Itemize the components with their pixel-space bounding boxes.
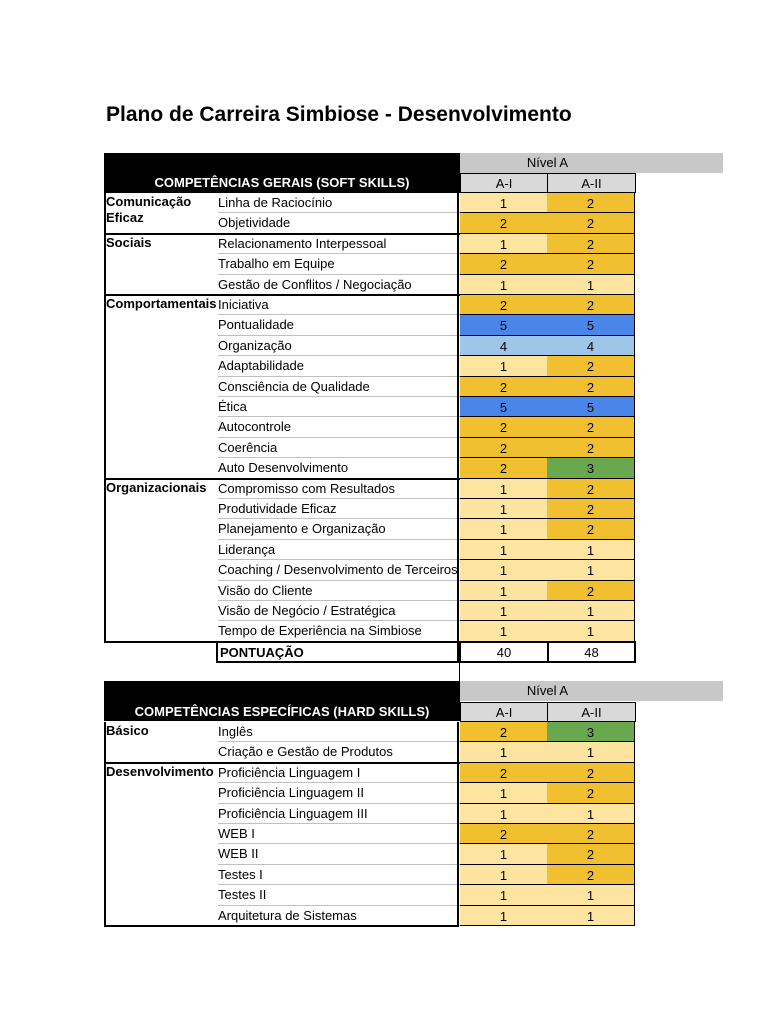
skill-name: Criação e Gestão de Produtos: [218, 742, 460, 762]
category-label: Comportamentais: [106, 296, 217, 311]
score-cell-a2: 1: [547, 906, 635, 926]
score-cell-a2: 2: [547, 234, 635, 254]
category-label: Comunicação Eficaz: [106, 194, 192, 225]
hard-col-a2: A-II: [547, 702, 636, 722]
skill-name: Coerência: [218, 438, 460, 458]
hard-heading: COMPETÊNCIAS ESPECÍFICAS (HARD SKILLS): [134, 704, 430, 719]
skill-name: Organização: [218, 336, 460, 356]
hard-col-a1: A-I: [460, 702, 548, 722]
score-cell-a1: 1: [460, 540, 548, 560]
score-cell-a1: 1: [460, 479, 548, 499]
score-a1: 40: [459, 641, 549, 663]
skill-name: Linha de Raciocínio: [218, 193, 460, 213]
score-cell-a1: 1: [460, 193, 548, 213]
score-cell-a1: 2: [460, 295, 548, 315]
score-cell-a2: 1: [547, 560, 635, 580]
score-cell-a1: 1: [460, 906, 548, 926]
skill-name: Arquitetura de Sistemas: [218, 906, 460, 926]
score-cell-a1: 2: [460, 213, 548, 233]
category-label: Desenvolvimento: [106, 763, 214, 779]
skill-name: Iniciativa: [218, 295, 460, 315]
skill-name: Proficiência Linguagem II: [218, 783, 460, 803]
hard-frame: [104, 722, 459, 927]
score-cell-a1: 1: [460, 519, 548, 539]
score-cell-a2: 2: [547, 763, 635, 783]
score-cell-a1: 1: [460, 783, 548, 803]
hard-level-label: Nível A: [526, 683, 569, 698]
score-cell-a2: 2: [547, 844, 635, 864]
score-cell-a2: 2: [547, 499, 635, 519]
score-cell-a2: 1: [547, 885, 635, 905]
skill-name: WEB I: [218, 824, 460, 844]
score-cell-a2: 2: [547, 479, 635, 499]
soft-col-a2: A-II: [547, 173, 636, 193]
score-cell-a2: 2: [547, 356, 635, 376]
skill-name: Objetividade: [218, 213, 460, 233]
score-cell-a2: 4: [547, 336, 635, 356]
score-cell-a2: 3: [547, 722, 635, 742]
score-a2: 48: [547, 641, 636, 663]
score-cell-a1: 1: [460, 499, 548, 519]
score-cell-a2: 1: [547, 621, 635, 641]
score-cell-a2: 2: [547, 438, 635, 458]
soft-divider-line: [459, 663, 460, 683]
score-cell-a1: 2: [460, 722, 548, 742]
score-cell-a1: 5: [460, 315, 548, 335]
score-cell-a1: 2: [460, 458, 548, 478]
skill-name: Auto Desenvolvimento: [218, 458, 460, 478]
soft-col-a1: A-I: [460, 173, 548, 193]
skill-name: Adaptabilidade: [218, 356, 460, 376]
soft-heading: COMPETÊNCIAS GERAIS (SOFT SKILLS): [154, 175, 410, 190]
score-cell-a2: 2: [547, 581, 635, 601]
skill-name: Consciência de Qualidade: [218, 377, 460, 397]
score-cell-a1: 2: [460, 438, 548, 458]
score-cell-a2: 1: [547, 742, 635, 762]
score-cell-a2: 2: [547, 783, 635, 803]
skill-name: Visão do Cliente: [218, 581, 460, 601]
score-cell-a1: 1: [460, 275, 548, 295]
soft-frame: [104, 193, 459, 643]
category-label: Organizacionais: [106, 479, 207, 495]
score-cell-a1: 2: [460, 824, 548, 844]
score-cell-a2: 2: [547, 519, 635, 539]
score-cell-a2: 3: [547, 458, 635, 478]
score-cell-a1: 1: [460, 844, 548, 864]
score-cell-a1: 2: [460, 417, 548, 437]
score-cell-a2: 2: [547, 254, 635, 274]
score-cell-a1: 1: [460, 581, 548, 601]
score-cell-a1: 1: [460, 621, 548, 641]
score-cell-a2: 2: [547, 295, 635, 315]
score-cell-a2: 1: [547, 540, 635, 560]
skill-name: Pontualidade: [218, 315, 460, 335]
skill-name: Proficiência Linguagem III: [218, 804, 460, 824]
score-cell-a2: 1: [547, 804, 635, 824]
page-title: Plano de Carreira Simbiose - Desenvolvimento: [106, 103, 572, 126]
score-cell-a2: 5: [547, 397, 635, 417]
soft-level-label: Nível A: [526, 155, 569, 170]
score-cell-a1: 2: [460, 254, 548, 274]
skill-name: Tempo de Experiência na Simbiose: [218, 621, 460, 641]
score-cell-a1: 2: [460, 377, 548, 397]
score-cell-a1: 2: [460, 763, 548, 783]
category-label: Básico: [106, 723, 149, 738]
skill-name: Coaching / Desenvolvimento de Terceiros: [218, 560, 460, 580]
skill-name: Relacionamento Interpessoal: [218, 234, 460, 254]
skill-name: Gestão de Conflitos / Negociação: [218, 275, 460, 295]
score-cell-a2: 1: [547, 275, 635, 295]
score-cell-a1: 4: [460, 336, 548, 356]
score-cell-a2: 2: [547, 824, 635, 844]
score-cell-a2: 1: [547, 601, 635, 621]
skill-name: Trabalho em Equipe: [218, 254, 460, 274]
skill-name: Inglês: [218, 722, 460, 742]
score-cell-a1: 5: [460, 397, 548, 417]
skill-name: WEB II: [218, 844, 460, 864]
score-cell-a2: 2: [547, 213, 635, 233]
score-cell-a1: 1: [460, 804, 548, 824]
score-cell-a1: 1: [460, 356, 548, 376]
score-cell-a1: 1: [460, 234, 548, 254]
skill-name: Planejamento e Organização: [218, 519, 460, 539]
score-cell-a1: 1: [460, 601, 548, 621]
score-cell-a2: 2: [547, 193, 635, 213]
skill-name: Compromisso com Resultados: [218, 479, 460, 499]
score-cell-a2: 2: [547, 377, 635, 397]
skill-name: Ética: [218, 397, 460, 417]
skill-name: Testes II: [218, 885, 460, 905]
score-cell-a1: 1: [460, 885, 548, 905]
score-label: PONTUAÇÃO: [216, 641, 459, 663]
skill-name: Testes I: [218, 865, 460, 885]
score-cell-a1: 1: [460, 865, 548, 885]
category-label: Sociais: [106, 234, 152, 250]
skill-name: Autocontrole: [218, 417, 460, 437]
score-cell-a2: 5: [547, 315, 635, 335]
skill-name: Proficiência Linguagem I: [218, 763, 460, 783]
score-cell-a1: 1: [460, 560, 548, 580]
score-cell-a2: 2: [547, 865, 635, 885]
score-cell-a1: 1: [460, 742, 548, 762]
score-cell-a2: 2: [547, 417, 635, 437]
skill-name: Visão de Negócio / Estratégica: [218, 601, 460, 621]
skill-name: Liderança: [218, 540, 460, 560]
skill-name: Produtividade Eficaz: [218, 499, 460, 519]
